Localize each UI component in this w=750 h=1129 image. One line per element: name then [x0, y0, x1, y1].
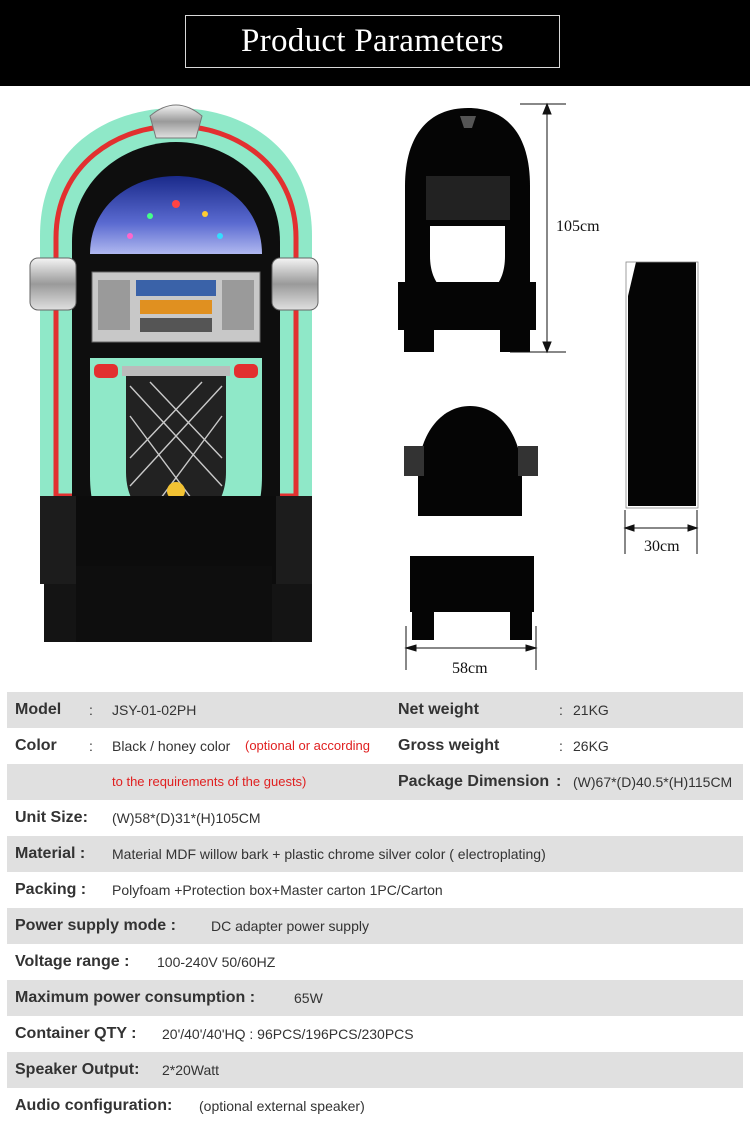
- audio-value: (optional external speaker): [199, 1098, 365, 1114]
- power-supply-label: Power supply mode :: [15, 917, 176, 934]
- page-title: Product Parameters: [185, 15, 560, 68]
- speaker-label: Speaker Output:: [15, 1061, 140, 1078]
- spec-row-speaker: [7, 1052, 743, 1088]
- audio-label: Audio configuration:: [15, 1097, 173, 1114]
- spec-row-container: [7, 1016, 743, 1052]
- spec-row-model: [7, 692, 743, 728]
- model-value: JSY-01-02PH: [112, 702, 197, 718]
- jukebox-photo: [30, 105, 318, 642]
- spec-row-material: [7, 836, 743, 872]
- spec-row-max-power: [7, 980, 743, 1016]
- spec-row-color: [7, 728, 743, 764]
- width-dimension-label: 58cm: [452, 660, 488, 677]
- voltage-label: Voltage range :: [15, 953, 130, 970]
- material-value: Material MDF willow bark + plastic chrome silver color ( electroplating): [112, 846, 546, 862]
- speaker-value: 2*20Watt: [162, 1062, 220, 1078]
- container-label: Container QTY :: [15, 1025, 137, 1042]
- color-value: Black / honey color: [112, 738, 231, 754]
- unit-size-value: (W)58*(D)31*(H)105CM: [112, 810, 261, 826]
- max-power-label: Maximum power consumption :: [15, 989, 256, 1006]
- voltage-value: 100-240V 50/60HZ: [157, 954, 276, 970]
- packing-value: Polyfoam +Protection box+Master carton 1PC/Carton: [112, 882, 443, 898]
- color-label: Color: [15, 737, 57, 754]
- color-note-1: (optional or according: [245, 738, 371, 753]
- gross-weight-value: 26KG: [573, 738, 609, 754]
- color-colon: :: [89, 738, 93, 754]
- product-illustration: [0, 86, 750, 692]
- spec-table: [7, 692, 743, 1124]
- net-weight-label: Net weight: [398, 701, 479, 718]
- front-silhouette-width: [404, 406, 538, 640]
- net-weight-value: 21KG: [573, 702, 609, 718]
- front-silhouette: [398, 108, 536, 352]
- power-supply-value: DC adapter power supply: [211, 918, 369, 934]
- depth-dimension-label: 30cm: [644, 538, 680, 555]
- package-label: Package Dimension: [398, 773, 550, 790]
- spec-row-packing: [7, 872, 743, 908]
- model-colon: :: [89, 702, 93, 718]
- packing-label: Packing :: [15, 881, 87, 898]
- color-note-2: to the requirements of the guests): [112, 774, 307, 789]
- unit-size-label: Unit Size:: [15, 809, 88, 826]
- product-figure: [0, 86, 750, 692]
- material-label: Material :: [15, 845, 86, 862]
- side-silhouette: [626, 262, 698, 508]
- model-label: Model: [15, 701, 62, 718]
- spec-row-power-supply: [7, 908, 743, 944]
- max-power-value: 65W: [294, 990, 323, 1006]
- spec-row-audio: [7, 1088, 743, 1124]
- container-value: 20'/40'/40'HQ : 96PCS/196PCS/230PCS: [162, 1026, 414, 1042]
- spec-row-unit-size: [7, 800, 743, 836]
- package-value: (W)67*(D)40.5*(H)115CM: [573, 774, 733, 790]
- package-colon: :: [556, 773, 562, 790]
- spec-row-voltage: [7, 944, 743, 980]
- header-banner: [0, 0, 750, 86]
- height-dimension-label: 105cm: [556, 218, 600, 235]
- net-weight-colon: :: [559, 702, 563, 718]
- gross-weight-label: Gross weight: [398, 737, 500, 754]
- spec-row-package: [7, 764, 743, 800]
- gross-weight-colon: :: [559, 738, 563, 754]
